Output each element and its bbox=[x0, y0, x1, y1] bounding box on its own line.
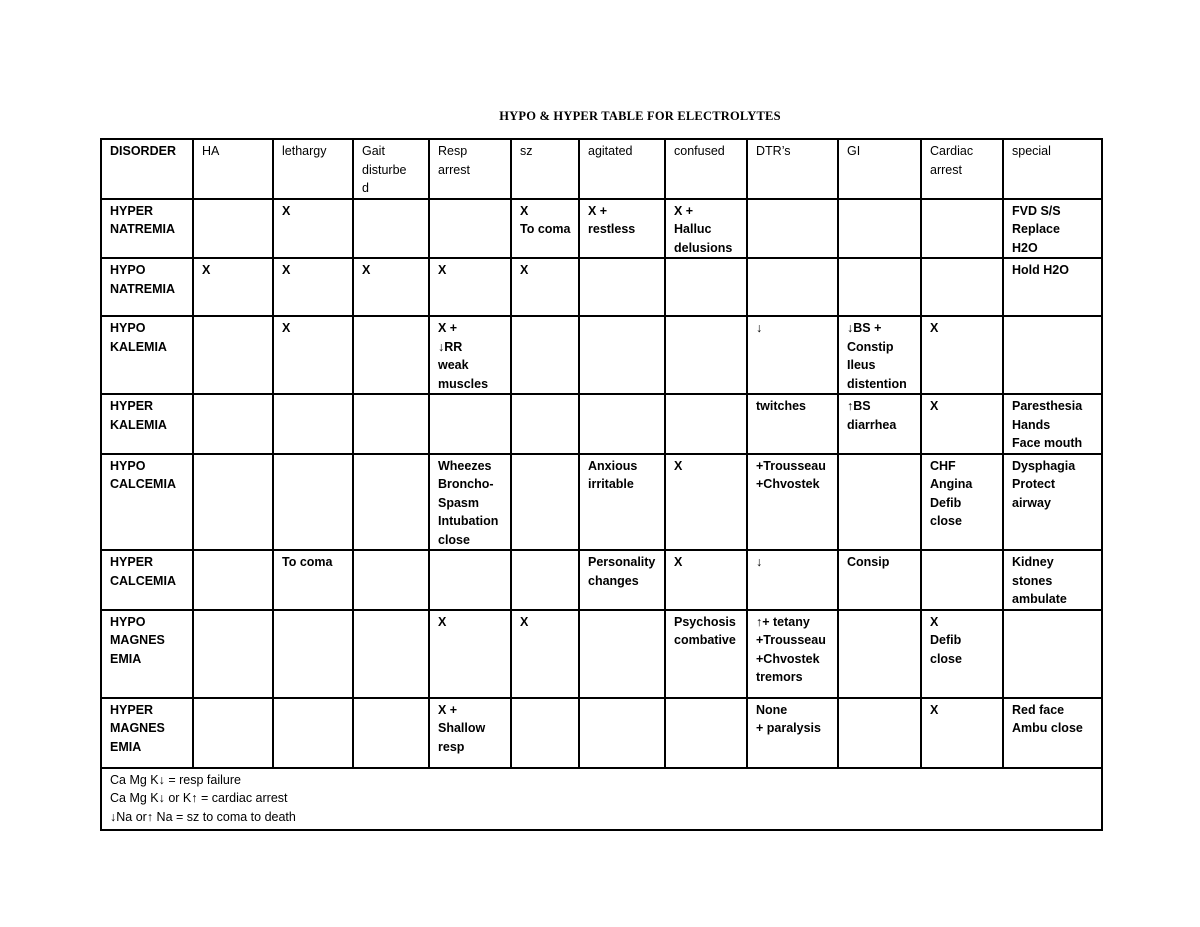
table-cell bbox=[838, 258, 921, 316]
table-cell-line: Kidney bbox=[1012, 555, 1054, 569]
table-cell-line: +Trousseau bbox=[756, 633, 826, 647]
column-header bbox=[193, 139, 273, 199]
column-header bbox=[1003, 139, 1102, 199]
column-header bbox=[579, 139, 665, 199]
table-cell bbox=[838, 454, 921, 551]
table-cell-line: Constip bbox=[847, 339, 894, 354]
table-cell bbox=[665, 550, 747, 610]
table-cell bbox=[511, 258, 579, 316]
table-cell bbox=[511, 698, 579, 768]
table-cell-line: Consip bbox=[847, 555, 890, 569]
table-cell-line: Face mouth bbox=[1012, 436, 1083, 450]
table-cell-line: ambulate bbox=[1012, 592, 1067, 606]
table-cell bbox=[838, 394, 921, 454]
table-cell bbox=[353, 698, 429, 768]
table-cell bbox=[273, 454, 353, 551]
table-cell-line: X + bbox=[438, 702, 458, 717]
disorder-cell-line: HYPER bbox=[110, 702, 154, 717]
disorder-cell-line: HYPO bbox=[110, 458, 146, 473]
table-cell bbox=[193, 610, 273, 698]
table-cell-line: Hold H2O bbox=[1012, 263, 1069, 277]
table-cell-line: X bbox=[362, 263, 371, 277]
table-cell bbox=[511, 610, 579, 698]
table-cell-line: tremors bbox=[756, 670, 803, 684]
column-header-line: Gait bbox=[362, 144, 385, 158]
table-row bbox=[101, 316, 1102, 394]
table-cell bbox=[747, 610, 838, 698]
table-row bbox=[101, 698, 1102, 768]
table-cell-line: X bbox=[930, 702, 939, 717]
disorder-cell-line: MAGNES bbox=[110, 721, 165, 735]
table-cell-line: X bbox=[202, 263, 211, 277]
column-header bbox=[101, 139, 193, 199]
table-cell bbox=[579, 199, 665, 259]
disorder-cell-line: NATREMIA bbox=[110, 281, 176, 296]
table-cell-line: Intubation bbox=[438, 514, 499, 528]
column-header-line: Cardiac bbox=[930, 144, 974, 158]
table-cell-line: twitches bbox=[756, 399, 807, 413]
table-cell-line: X bbox=[282, 203, 291, 218]
note-line: ↓Na or↑ Na = sz to coma to death bbox=[110, 809, 296, 824]
table-cell bbox=[665, 698, 747, 768]
table-cell-line: Angina bbox=[930, 477, 973, 491]
table-cell bbox=[1003, 454, 1102, 551]
table-cell-line: X bbox=[520, 614, 529, 629]
table-cell bbox=[511, 550, 579, 610]
table-cell-line: diarrhea bbox=[847, 417, 897, 432]
disorder-cell bbox=[101, 610, 193, 698]
table-cell bbox=[429, 698, 511, 768]
disorder-cell-line: HYPER bbox=[110, 203, 154, 218]
table-cell bbox=[353, 258, 429, 316]
table-cell-line: To coma bbox=[520, 222, 571, 236]
table-cell-line: distention bbox=[847, 376, 907, 391]
disorder-cell bbox=[101, 550, 193, 610]
table-cell-line: combative bbox=[674, 633, 736, 647]
disorder-cell-line: HYPO bbox=[110, 614, 146, 629]
table-cell-line: ↑BS bbox=[847, 399, 871, 413]
table-cell bbox=[353, 316, 429, 394]
table-cell-line: close bbox=[930, 514, 962, 528]
table-cell-line: ↓ bbox=[756, 555, 763, 569]
table-cell bbox=[429, 199, 511, 259]
table-cell bbox=[1003, 258, 1102, 316]
table-cell-line: ↑+ tetany bbox=[756, 614, 810, 629]
table-row bbox=[101, 199, 1102, 259]
disorder-cell bbox=[101, 394, 193, 454]
table-cell bbox=[273, 199, 353, 259]
table-cell bbox=[353, 610, 429, 698]
table-cell bbox=[429, 394, 511, 454]
table-cell bbox=[193, 698, 273, 768]
table-cell bbox=[665, 199, 747, 259]
disorder-cell bbox=[101, 698, 193, 768]
table-cell bbox=[511, 199, 579, 259]
column-header-line: arrest bbox=[930, 162, 962, 177]
table-cell-line: close bbox=[438, 532, 470, 547]
column-header bbox=[921, 139, 1003, 199]
table-cell-line: X bbox=[520, 203, 529, 218]
table-cell-line: Personality bbox=[588, 555, 656, 569]
table-cell bbox=[921, 454, 1003, 551]
table-cell bbox=[193, 550, 273, 610]
disorder-cell bbox=[101, 199, 193, 259]
table-cell bbox=[1003, 698, 1102, 768]
table-cell bbox=[921, 610, 1003, 698]
table-cell-line: ↓BS + bbox=[847, 321, 882, 335]
table-cell-line: Ambu close bbox=[1012, 721, 1083, 735]
document-title: HYPO & HYPER TABLE FOR ELECTROLYTES bbox=[499, 109, 781, 123]
column-header-line: disturbe bbox=[362, 162, 407, 177]
table-cell bbox=[665, 394, 747, 454]
table-cell bbox=[921, 199, 1003, 259]
table-cell-line: X bbox=[520, 263, 529, 277]
column-header-line: confused bbox=[674, 144, 725, 158]
table-cell-line: X + bbox=[438, 321, 458, 335]
table-cell bbox=[747, 199, 838, 259]
table-cell bbox=[429, 258, 511, 316]
column-header-line: GI bbox=[847, 144, 861, 158]
table-cell-line: Defib bbox=[930, 633, 962, 647]
table-cell-line: Anxious bbox=[588, 458, 638, 473]
table-cell-line: Hands bbox=[1012, 417, 1051, 432]
table-cell-line: X bbox=[674, 555, 683, 569]
column-header-line: d bbox=[362, 181, 369, 195]
table-cell bbox=[579, 258, 665, 316]
table-cell bbox=[838, 199, 921, 259]
table-cell bbox=[273, 316, 353, 394]
table-cell bbox=[273, 698, 353, 768]
note-line: Ca Mg K↓ = resp failure bbox=[110, 772, 241, 787]
table-cell-line: stones bbox=[1012, 573, 1053, 588]
table-cell bbox=[579, 394, 665, 454]
table-cell-line: X bbox=[282, 321, 291, 335]
table-cell-line: +Chvostek bbox=[756, 651, 820, 666]
table-cell-line: delusions bbox=[674, 240, 733, 255]
disorder-cell-line: EMIA bbox=[110, 739, 142, 754]
table-cell-line: +Chvostek bbox=[756, 477, 820, 491]
table-cell bbox=[1003, 199, 1102, 259]
column-header bbox=[429, 139, 511, 199]
table-cell-line: Protect bbox=[1012, 477, 1056, 491]
table-row bbox=[101, 610, 1102, 698]
column-header-line: DISORDER bbox=[110, 144, 176, 158]
table-cell bbox=[429, 550, 511, 610]
disorder-cell-line: HYPER bbox=[110, 555, 154, 569]
table-cell-line: resp bbox=[438, 739, 465, 754]
table-cell bbox=[665, 316, 747, 394]
table-cell bbox=[747, 550, 838, 610]
table-cell bbox=[429, 454, 511, 551]
disorder-cell-line: CALCEMIA bbox=[110, 477, 176, 491]
table-cell bbox=[747, 316, 838, 394]
disorder-cell-line: KALEMIA bbox=[110, 339, 167, 354]
disorder-cell bbox=[101, 316, 193, 394]
table-cell bbox=[838, 550, 921, 610]
table-cell-line: Broncho- bbox=[438, 477, 494, 491]
disorder-cell-line: HYPO bbox=[110, 321, 146, 335]
table-cell bbox=[353, 394, 429, 454]
table-cell bbox=[921, 698, 1003, 768]
table-cell bbox=[353, 550, 429, 610]
header-row bbox=[101, 139, 1102, 199]
table-cell-line: H2O bbox=[1012, 240, 1038, 255]
column-header-line: special bbox=[1012, 144, 1051, 158]
column-header bbox=[838, 139, 921, 199]
table-cell bbox=[1003, 550, 1102, 610]
notes-row bbox=[101, 768, 1102, 830]
table-cell bbox=[579, 316, 665, 394]
table-cell-line: X bbox=[930, 399, 939, 413]
disorder-cell-line: MAGNES bbox=[110, 633, 165, 647]
table-cell bbox=[579, 698, 665, 768]
table-cell-line: Replace bbox=[1012, 222, 1060, 236]
table-cell bbox=[273, 394, 353, 454]
column-header-line: arrest bbox=[438, 162, 470, 177]
table-cell bbox=[273, 258, 353, 316]
table-cell-line: + paralysis bbox=[756, 721, 821, 735]
column-header bbox=[747, 139, 838, 199]
table-row bbox=[101, 454, 1102, 551]
table-cell-line: Psychosis bbox=[674, 614, 736, 629]
table-cell bbox=[193, 258, 273, 316]
table-row bbox=[101, 394, 1102, 454]
column-header-line: HA bbox=[202, 144, 220, 158]
table-cell-line: ↓ bbox=[756, 321, 763, 335]
disorder-cell-line: HYPER bbox=[110, 399, 154, 413]
table-cell bbox=[193, 454, 273, 551]
table-cell-line: X bbox=[282, 263, 291, 277]
table-cell bbox=[1003, 394, 1102, 454]
disorder-cell-line: HYPO bbox=[110, 263, 146, 277]
column-header bbox=[665, 139, 747, 199]
table-cell-line: muscles bbox=[438, 376, 489, 391]
table-cell bbox=[838, 698, 921, 768]
table-cell bbox=[747, 454, 838, 551]
table-cell bbox=[665, 610, 747, 698]
table-cell-line: ↓RR bbox=[438, 339, 463, 354]
table-cell bbox=[353, 454, 429, 551]
table-cell-line: irritable bbox=[588, 477, 634, 491]
table-row bbox=[101, 550, 1102, 610]
disorder-cell-line: NATREMIA bbox=[110, 222, 176, 236]
table-cell bbox=[193, 316, 273, 394]
note-line: Ca Mg K↓ or K↑ = cardiac arrest bbox=[110, 791, 288, 805]
table-cell-line: Spasm bbox=[438, 495, 479, 510]
disorder-cell bbox=[101, 454, 193, 551]
table-cell-line: X bbox=[930, 614, 939, 629]
table-cell bbox=[511, 454, 579, 551]
table-cell bbox=[579, 550, 665, 610]
table-cell bbox=[665, 258, 747, 316]
table-cell-line: X bbox=[930, 321, 939, 335]
table-cell bbox=[579, 610, 665, 698]
table-cell bbox=[838, 316, 921, 394]
table-cell-line: CHF bbox=[930, 458, 956, 473]
table-cell bbox=[353, 199, 429, 259]
table-cell-line: X + bbox=[588, 203, 608, 218]
table-cell-line: weak bbox=[438, 358, 469, 372]
table-cell bbox=[273, 610, 353, 698]
column-header-line: DTR’s bbox=[756, 144, 791, 158]
electrolyte-table bbox=[100, 138, 1103, 831]
table-cell-line: X bbox=[674, 458, 683, 473]
column-header bbox=[273, 139, 353, 199]
disorder-cell-line: CALCEMIA bbox=[110, 573, 176, 588]
table-cell-line: +Trousseau bbox=[756, 458, 826, 473]
table-cell-line: X bbox=[438, 614, 447, 629]
disorder-cell-line: KALEMIA bbox=[110, 417, 167, 432]
table-cell-line: restless bbox=[588, 222, 636, 236]
table-cell bbox=[921, 550, 1003, 610]
column-header-line: agitated bbox=[588, 144, 633, 158]
table-cell bbox=[579, 454, 665, 551]
disorder-cell-line: EMIA bbox=[110, 651, 142, 666]
table-cell bbox=[921, 394, 1003, 454]
table-cell-line: Halluc bbox=[674, 222, 712, 236]
table-row bbox=[101, 258, 1102, 316]
table-cell bbox=[921, 316, 1003, 394]
table-cell bbox=[429, 316, 511, 394]
table-cell-line: airway bbox=[1012, 495, 1051, 510]
table-cell bbox=[747, 698, 838, 768]
table-cell-line: X + bbox=[674, 203, 694, 218]
table-cell-line: Defib bbox=[930, 495, 962, 510]
table-cell-line: Red face bbox=[1012, 702, 1065, 717]
table-cell bbox=[1003, 610, 1102, 698]
disorder-cell bbox=[101, 258, 193, 316]
table-cell bbox=[921, 258, 1003, 316]
table-cell bbox=[747, 394, 838, 454]
table-cell-line: None bbox=[756, 702, 788, 717]
table-cell-line: close bbox=[930, 651, 962, 666]
table-cell-line: changes bbox=[588, 573, 639, 588]
table-cell-line: Ileus bbox=[847, 358, 876, 372]
table-cell-line: To coma bbox=[282, 555, 333, 569]
table-cell-line: Paresthesia bbox=[1012, 399, 1083, 413]
table-cell bbox=[273, 550, 353, 610]
table-cell-line: FVD S/S bbox=[1012, 203, 1061, 218]
column-header-line: lethargy bbox=[282, 144, 327, 158]
table-cell-line: X bbox=[438, 263, 447, 277]
table-cell bbox=[665, 454, 747, 551]
table-cell bbox=[193, 199, 273, 259]
table-cell bbox=[511, 394, 579, 454]
column-header bbox=[353, 139, 429, 199]
table-cell bbox=[747, 258, 838, 316]
table-cell bbox=[1003, 316, 1102, 394]
column-header-line: Resp bbox=[438, 144, 468, 158]
table-cell bbox=[193, 394, 273, 454]
table-cell-line: Wheezes bbox=[438, 458, 492, 473]
notes-cell bbox=[101, 768, 1102, 830]
table-cell bbox=[429, 610, 511, 698]
column-header bbox=[511, 139, 579, 199]
table-cell-line: Shallow bbox=[438, 721, 486, 735]
table-cell bbox=[838, 610, 921, 698]
table-cell bbox=[511, 316, 579, 394]
column-header-line: sz bbox=[520, 144, 533, 158]
table-cell-line: Dysphagia bbox=[1012, 458, 1076, 473]
